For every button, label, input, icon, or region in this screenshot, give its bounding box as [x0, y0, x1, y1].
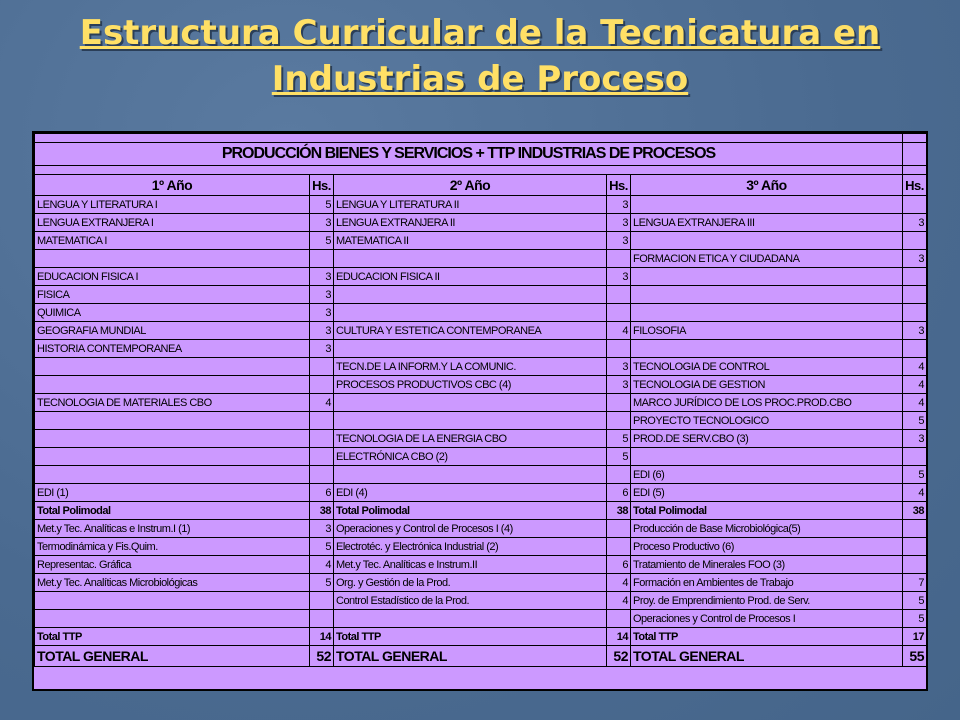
subject-cell: Total TTP [334, 628, 607, 646]
ttp-row [35, 520, 927, 538]
subject-cell [35, 358, 310, 376]
subject-cell [334, 610, 607, 628]
subject-cell: FORMACION ETICA Y CIUDADANA [631, 250, 903, 268]
subject-cell: Control Estadístico de la Prod. [334, 592, 607, 610]
subject-cell [631, 268, 903, 286]
hours-cell: 4 [607, 574, 631, 592]
subject-cell [35, 430, 310, 448]
total-general-row [35, 646, 927, 667]
subject-cell: Total TTP [35, 628, 310, 646]
hours-cell: 5 [903, 412, 927, 430]
hours-cell: 6 [607, 484, 631, 502]
subject-cell: Termodinámica y Fis.Quim. [35, 538, 310, 556]
table-row [35, 394, 927, 412]
hours-heading: Hs. [310, 175, 334, 196]
subject-cell: MARCO JURÍDICO DE LOS PROC.PROD.CBO [631, 394, 903, 412]
hours-cell [607, 394, 631, 412]
subject-cell: Total Polimodal [334, 502, 607, 520]
ttp-row [35, 538, 927, 556]
subject-cell: TOTAL GENERAL [35, 646, 310, 667]
subject-cell [35, 448, 310, 466]
hours-cell: 5 [310, 232, 334, 250]
table-row [35, 304, 927, 322]
table-row [35, 196, 927, 214]
subject-cell: FISICA [35, 286, 310, 304]
subject-cell: Electrotéc. y Electrónica Industrial (2) [334, 538, 607, 556]
subject-cell [334, 286, 607, 304]
hours-cell: 3 [607, 196, 631, 214]
subject-cell [631, 286, 903, 304]
hours-cell: 5 [310, 574, 334, 592]
hours-cell: 5 [903, 592, 927, 610]
subject-cell: Proy. de Emprendimiento Prod. de Serv. [631, 592, 903, 610]
subject-cell: Met.y Tec. Analíticas e Instrum.I (1) [35, 520, 310, 538]
hours-cell: 38 [310, 502, 334, 520]
hours-cell: 6 [310, 484, 334, 502]
subject-cell: TECNOLOGIA DE LA ENERGIA CBO [334, 430, 607, 448]
subject-cell: HISTORIA CONTEMPORANEA [35, 340, 310, 358]
curriculum-table [34, 133, 927, 667]
subject-cell: EDUCACION FISICA I [35, 268, 310, 286]
year-1-heading: 1º Año [35, 175, 310, 196]
subject-cell: Total Polimodal [631, 502, 903, 520]
subject-cell: ELECTRÓNICA CBO (2) [334, 448, 607, 466]
table-row [35, 268, 927, 286]
subject-cell: MATEMATICA I [35, 232, 310, 250]
hours-cell [607, 466, 631, 484]
hours-cell: 3 [903, 322, 927, 340]
curriculum-table-body [35, 134, 927, 667]
hours-heading: Hs. [903, 175, 927, 196]
subject-cell [334, 250, 607, 268]
subject-cell: LENGUA EXTRANJERA I [35, 214, 310, 232]
slide-title [0, 10, 960, 102]
hours-cell [310, 466, 334, 484]
hours-cell: 3 [607, 268, 631, 286]
hours-cell [903, 286, 927, 304]
hours-cell: 38 [607, 502, 631, 520]
hours-cell [903, 304, 927, 322]
hours-cell: 14 [310, 628, 334, 646]
hours-cell: 3 [310, 520, 334, 538]
hours-cell: 5 [607, 430, 631, 448]
subject-cell: LENGUA Y LITERATURA I [35, 196, 310, 214]
table-header: PRODUCCIÓN BIENES Y SERVICIOS + TTP INDUSTRIAS DE PROCESOS [35, 143, 903, 166]
subject-cell: Total Polimodal [35, 502, 310, 520]
hours-cell: 3 [310, 322, 334, 340]
subject-cell [35, 412, 310, 430]
hours-cell: 3 [310, 304, 334, 322]
hours-cell: 3 [607, 214, 631, 232]
hours-cell: 52 [607, 646, 631, 667]
ttp-row [35, 610, 927, 628]
hours-cell [607, 520, 631, 538]
curriculum-table-container [32, 131, 928, 691]
table-header-row [35, 143, 927, 166]
table-row [35, 286, 927, 304]
hours-cell [903, 232, 927, 250]
ttp-row [35, 592, 927, 610]
hours-cell: 5 [310, 538, 334, 556]
subject-cell: Formación en Ambientes de Trabajo [631, 574, 903, 592]
year-3-heading: 3º Año [631, 175, 903, 196]
year-2-heading: 2º Año [334, 175, 607, 196]
hours-cell: 4 [903, 358, 927, 376]
subject-cell [35, 376, 310, 394]
hours-cell: 3 [903, 214, 927, 232]
table-row [35, 340, 927, 358]
hours-cell [903, 556, 927, 574]
hours-cell [607, 412, 631, 430]
hours-cell: 5 [903, 610, 927, 628]
subject-cell: Tratamiento de Minerales FOO (3) [631, 556, 903, 574]
hours-cell: 3 [310, 214, 334, 232]
subject-cell: GEOGRAFIA MUNDIAL [35, 322, 310, 340]
table-row [35, 250, 927, 268]
hours-cell [310, 358, 334, 376]
hours-cell [903, 538, 927, 556]
hours-cell: 3 [310, 286, 334, 304]
hours-cell: 3 [310, 340, 334, 358]
subject-cell [631, 196, 903, 214]
subject-cell: TECNOLOGIA DE MATERIALES CBO [35, 394, 310, 412]
subject-cell: TECN.DE LA INFORM.Y LA COMUNIC. [334, 358, 607, 376]
subject-cell [35, 250, 310, 268]
hours-cell [310, 610, 334, 628]
subject-cell: TOTAL GENERAL [631, 646, 903, 667]
hours-cell [903, 520, 927, 538]
subject-cell: EDI (5) [631, 484, 903, 502]
hours-cell [607, 304, 631, 322]
hours-cell: 4 [607, 592, 631, 610]
hours-cell: 17 [903, 628, 927, 646]
subject-cell: EDI (1) [35, 484, 310, 502]
table-row [35, 358, 927, 376]
subject-cell: PROD.DE SERV.CBO (3) [631, 430, 903, 448]
hours-cell: 52 [310, 646, 334, 667]
subject-cell: TECNOLOGIA DE GESTION [631, 376, 903, 394]
subject-cell: Operaciones y Control de Procesos I (4) [334, 520, 607, 538]
hours-cell [310, 448, 334, 466]
table-row [35, 412, 927, 430]
subject-cell [631, 340, 903, 358]
subject-cell: EDI (4) [334, 484, 607, 502]
subject-cell [334, 394, 607, 412]
table-row [35, 232, 927, 250]
hours-cell: 4 [903, 484, 927, 502]
subject-cell: Org. y Gestión de la Prod. [334, 574, 607, 592]
subject-cell: PROCESOS PRODUCTIVOS CBC (4) [334, 376, 607, 394]
subject-cell [334, 412, 607, 430]
hours-cell [607, 340, 631, 358]
hours-cell: 5 [903, 466, 927, 484]
hours-cell [903, 268, 927, 286]
hours-cell: 3 [607, 232, 631, 250]
subject-cell: Producción de Base Microbiológica(5) [631, 520, 903, 538]
hours-cell: 3 [903, 430, 927, 448]
subject-cell: PROYECTO TECNOLOGICO [631, 412, 903, 430]
subject-cell: TECNOLOGIA DE CONTROL [631, 358, 903, 376]
hours-cell: 4 [310, 394, 334, 412]
hours-cell: 7 [903, 574, 927, 592]
hours-cell: 3 [607, 376, 631, 394]
hours-cell: 6 [607, 556, 631, 574]
subject-cell: CULTURA Y ESTETICA CONTEMPORANEA [334, 322, 607, 340]
hours-cell: 4 [310, 556, 334, 574]
subject-cell: QUIMICA [35, 304, 310, 322]
table-row [35, 430, 927, 448]
hours-cell: 4 [903, 394, 927, 412]
table-row [35, 484, 927, 502]
hours-cell [310, 412, 334, 430]
total-polimodal-row [35, 502, 927, 520]
subject-cell: FILOSOFIA [631, 322, 903, 340]
hours-cell: 3 [903, 250, 927, 268]
hours-cell [607, 610, 631, 628]
subject-cell [35, 466, 310, 484]
hours-cell [607, 286, 631, 304]
table-row [35, 466, 927, 484]
hours-cell: 55 [903, 646, 927, 667]
subject-cell: LENGUA Y LITERATURA II [334, 196, 607, 214]
hours-cell: 14 [607, 628, 631, 646]
total-ttp-row [35, 628, 927, 646]
subject-cell [334, 466, 607, 484]
title-line-2: Industrias de Proceso [271, 59, 689, 99]
year-header-row [35, 175, 927, 196]
subject-cell: TOTAL GENERAL [334, 646, 607, 667]
hours-cell [903, 340, 927, 358]
subject-cell: Representac. Gráfica [35, 556, 310, 574]
hours-cell [310, 376, 334, 394]
hours-heading: Hs. [607, 175, 631, 196]
subject-cell [35, 592, 310, 610]
title-line-1: Estructura Curricular de la Tecnicatura en [79, 13, 881, 53]
table-row [35, 376, 927, 394]
subject-cell [334, 304, 607, 322]
subject-cell [35, 610, 310, 628]
spacer-row [35, 134, 927, 143]
subject-cell: Met.y Tec. Analíticas e Instrum.II [334, 556, 607, 574]
hours-cell: 38 [903, 502, 927, 520]
subject-cell: LENGUA EXTRANJERA II [334, 214, 607, 232]
subject-cell [631, 304, 903, 322]
hours-cell [903, 196, 927, 214]
subject-cell: EDUCACION FISICA II [334, 268, 607, 286]
subject-cell [631, 232, 903, 250]
hours-cell [310, 250, 334, 268]
subject-cell: Met.y Tec. Analíticas Microbiológicas [35, 574, 310, 592]
hours-cell [310, 430, 334, 448]
hours-cell: 5 [607, 448, 631, 466]
hours-cell [607, 538, 631, 556]
subject-cell: EDI (6) [631, 466, 903, 484]
spacer-row [35, 166, 927, 175]
subject-cell: Total TTP [631, 628, 903, 646]
hours-cell: 3 [607, 358, 631, 376]
subject-cell [334, 340, 607, 358]
table-row [35, 322, 927, 340]
subject-cell: LENGUA EXTRANJERA III [631, 214, 903, 232]
hours-cell: 5 [310, 196, 334, 214]
hours-cell: 4 [903, 376, 927, 394]
hours-cell [607, 250, 631, 268]
subject-cell: MATEMATICA II [334, 232, 607, 250]
hours-cell: 4 [607, 322, 631, 340]
hours-cell: 3 [310, 268, 334, 286]
table-row [35, 448, 927, 466]
hours-cell [310, 592, 334, 610]
subject-cell: Proceso Productivo (6) [631, 538, 903, 556]
ttp-row [35, 574, 927, 592]
ttp-row [35, 556, 927, 574]
hours-cell [903, 448, 927, 466]
table-row [35, 214, 927, 232]
subject-cell [631, 448, 903, 466]
subject-cell: Operaciones y Control de Procesos I [631, 610, 903, 628]
